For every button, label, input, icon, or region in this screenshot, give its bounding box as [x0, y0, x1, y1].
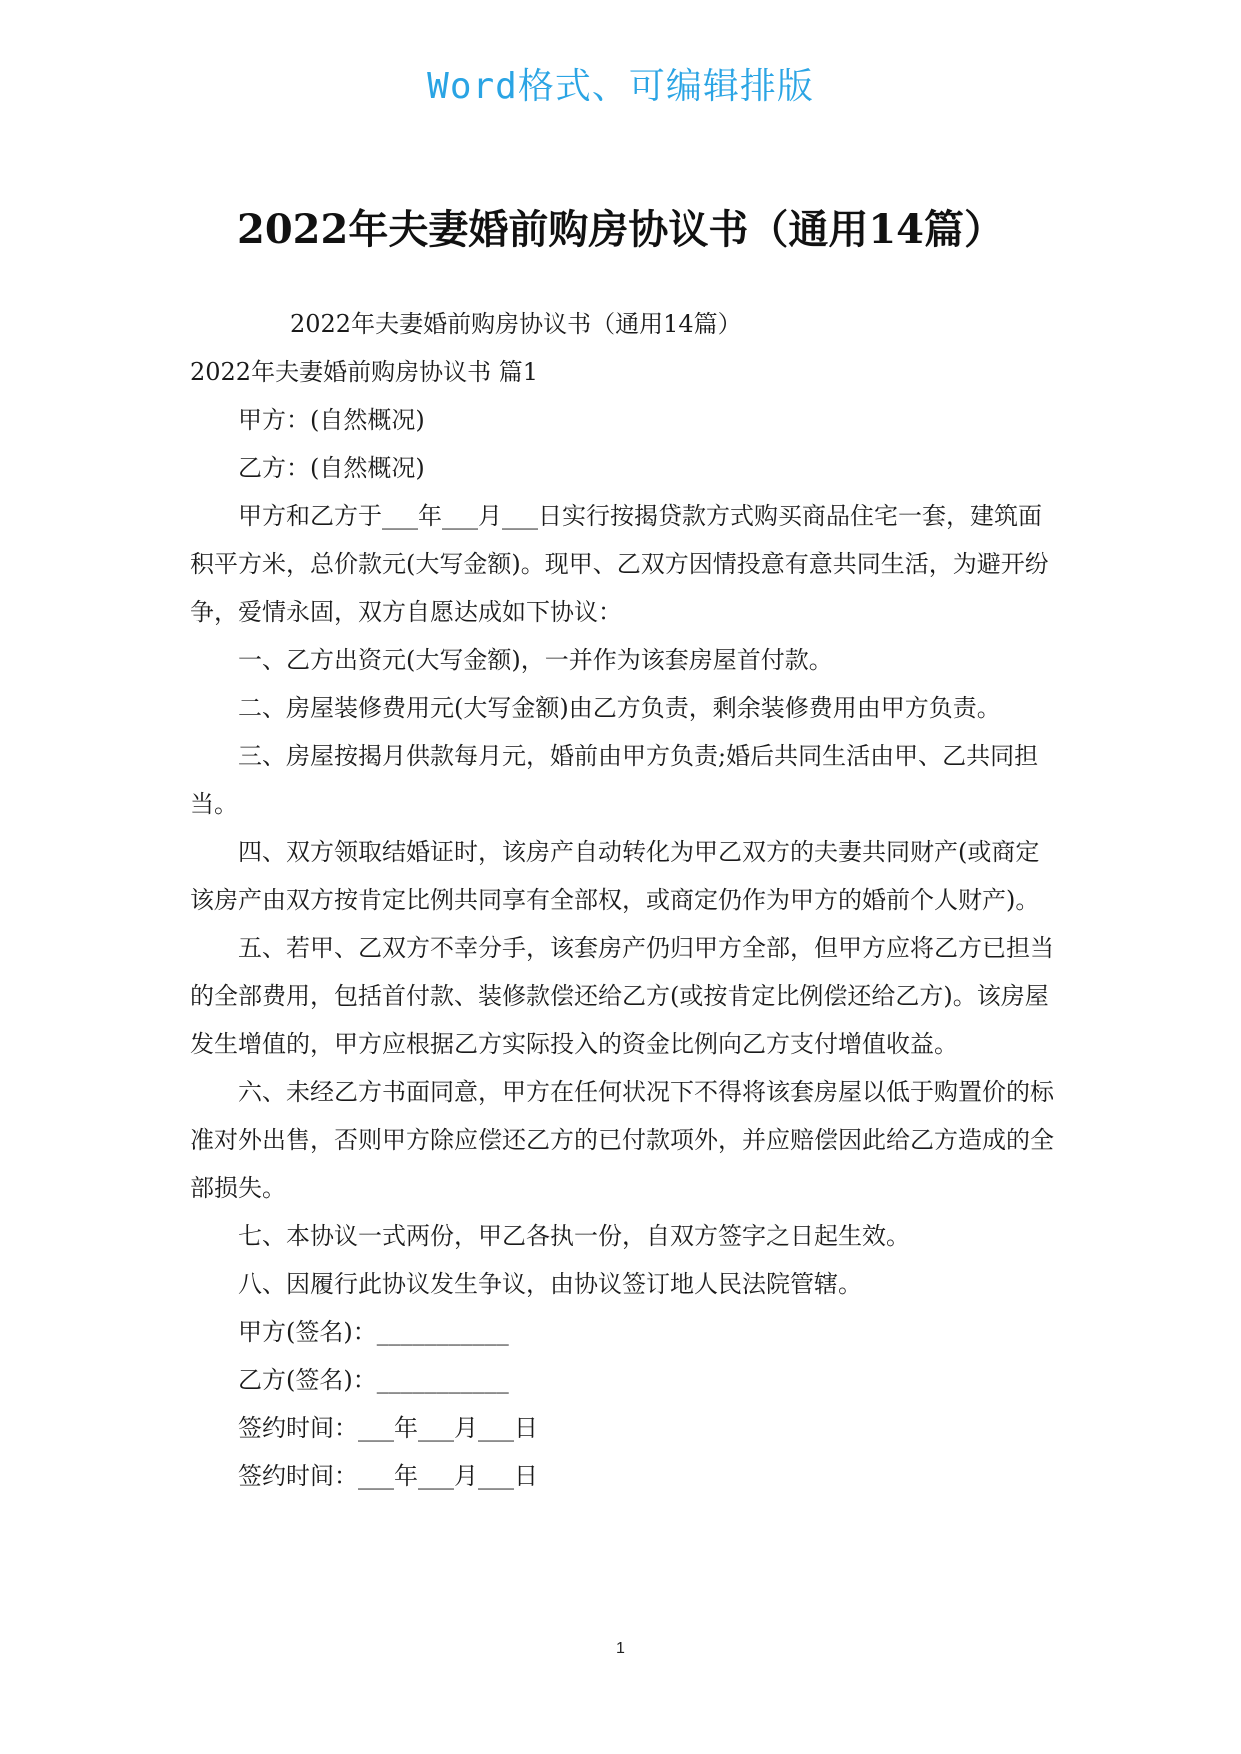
document-body — [190, 300, 1060, 1500]
section-heading: 2022年夫妻婚前购房协议书 篇1 — [190, 358, 538, 386]
clause-5: 五、若甲、乙双方不幸分手，该套房产仍归甲方全部，但甲方应将乙方已担当的全部费用，包括首付款、装修款偿还给乙方(或按肯定比例偿还给乙方)。该房屋发生增值的，甲方应根据乙方实际投入的资金比例向乙方支付增值收益。 — [190, 934, 1054, 1058]
document-subtitle: 2022年夫妻婚前购房协议书（通用14篇） — [290, 310, 742, 338]
party-b-signature: 乙方(签名)：___________ — [238, 1366, 509, 1394]
clause-6: 六、未经乙方书面同意，甲方在任何状况下不得将该套房屋以低于购置价的标准对外出售，否则甲方除应偿还乙方的已付款项外，并应赔偿因此给乙方造成的全部损失。 — [190, 1078, 1054, 1202]
clause-7: 七、本协议一式两份，甲乙各执一份，自双方签字之日起生效。 — [238, 1222, 910, 1250]
signing-date: 签约时间：___年___月___日 — [238, 1414, 538, 1442]
clause-3: 三、房屋按揭月供款每月元，婚前由甲方负责;婚后共同生活由甲、乙共同担当。 — [190, 742, 1039, 818]
agreement-preamble: 甲方和乙方于___年___月___日实行按揭贷款方式购买商品住宅一套，建筑面积平方米，总价款元(大写金额)。现甲、乙双方因情投意有意共同生活，为避开纷争，爱情永固，双方自愿达成如下协议： — [190, 502, 1049, 626]
clause-2: 二、房屋装修费用元(大写金额)由乙方负责，剩余装修费用由甲方负责。 — [238, 694, 1001, 722]
clause-4: 四、双方领取结婚证时，该房产自动转化为甲乙双方的夫妻共同财产(或商定该房产由双方按肯定比例共同享有全部权，或商定仍作为甲方的婚前个人财产)。 — [190, 838, 1040, 914]
document-title: 2022年夫妻婚前购房协议书（通用14篇） — [237, 206, 1004, 253]
party-a-signature: 甲方(签名)：___________ — [238, 1318, 509, 1346]
party-a-line: 甲方：(自然概况) — [238, 406, 425, 434]
signing-date-2: 签约时间：___年___月___日 — [238, 1462, 538, 1490]
page-number: 1 — [616, 1640, 625, 1657]
clause-8: 八、因履行此协议发生争议，由协议签订地人民法院管辖。 — [238, 1270, 862, 1298]
party-b-line: 乙方：(自然概况) — [238, 454, 425, 482]
clause-1: 一、乙方出资元(大写金额)，一并作为该套房屋首付款。 — [238, 646, 833, 674]
format-banner: Word格式、可编辑排版 — [427, 66, 814, 107]
